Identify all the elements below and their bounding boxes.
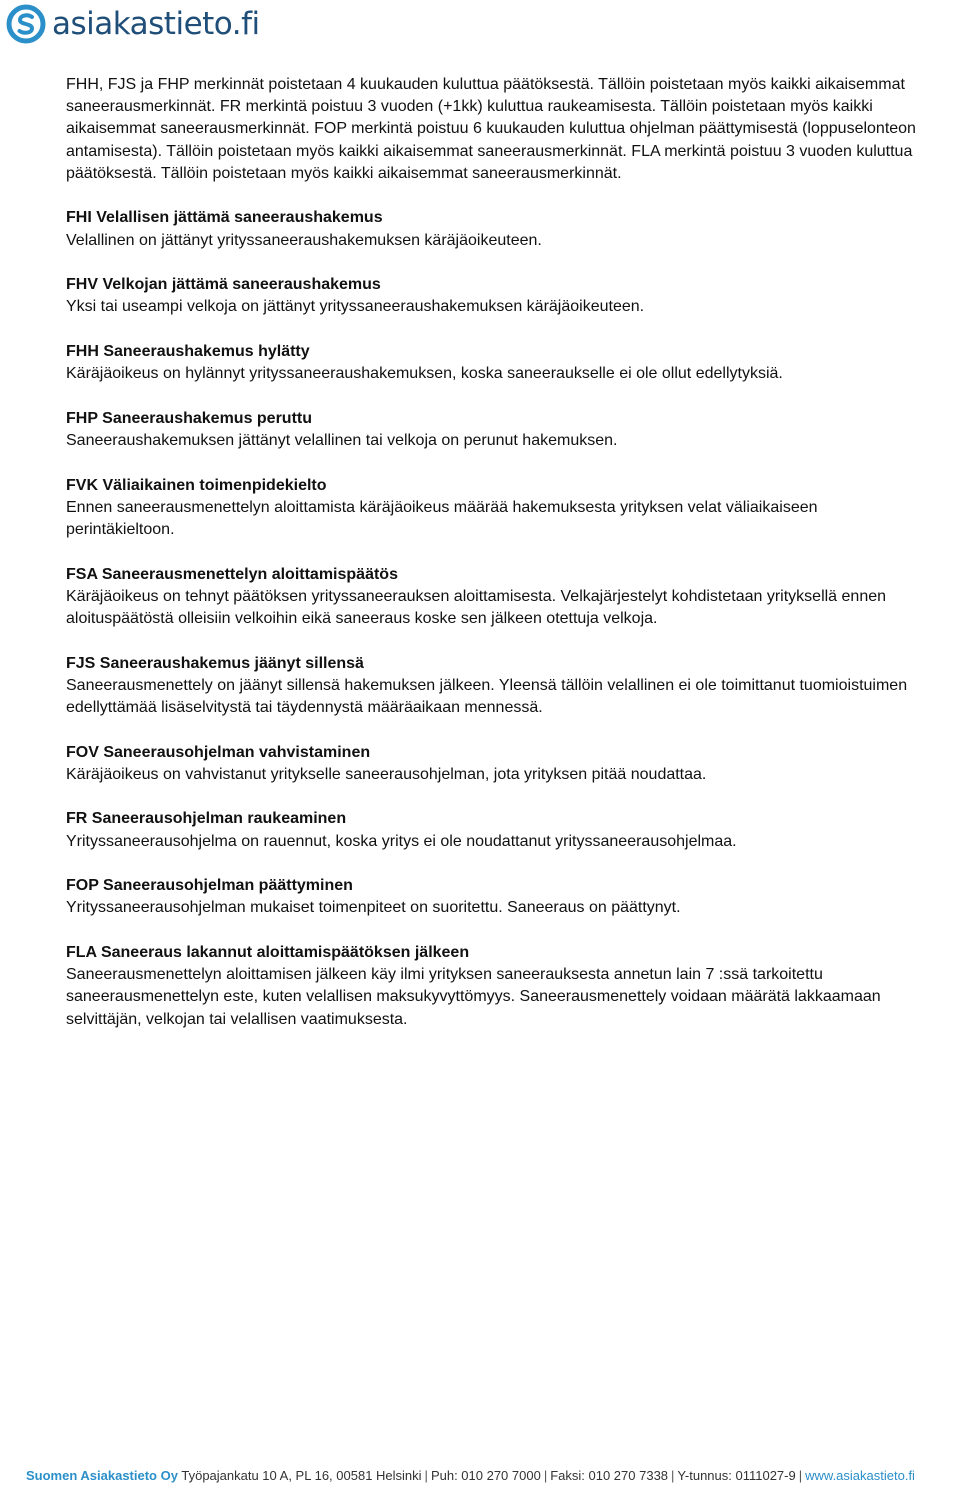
logo[interactable] [6, 2, 260, 46]
section-title: FHH Saneeraushakemus hylätty [66, 343, 310, 360]
footer-separator: | [798, 1468, 803, 1483]
intro-paragraph: FHH, FJS ja FHP merkinnät poistetaan 4 kuukauden kuluttua päätöksestä. Tällöin poistetaan myös kaikki aikaisemmat saneerausmerkinnät. FR merkintä poistuu 3 vuoden (+1kk) kuluttua raukeamisesta. Tällöin poistetaan myös kaikki aikaisemmat saneerausmerkinnät. FOP merkintä poistuu 6 kuukauden kuluttua ohjelman päättymisestä (loppuselonteon antamisesta). Tällöin poistetaan myös kaikki aikaisemmat saneerausmerkinnät. FLA merkintä poistuu 3 vuoden kuluttua päätöksestä. Tällöin poistetaan myös kaikki aikaisemmat saneerausmerkinnät. [66, 76, 916, 182]
section-title: FHI Velallisen jättämä saneeraushakemus [66, 209, 383, 227]
section-text: Yrityssaneerausohjelman mukaiset toimenpiteet on suoritettu. Saneeraus on päättynyt. [66, 899, 681, 917]
footer-separator: | [671, 1468, 675, 1483]
section-text: Saneeraushakemuksen jättänyt velallinen tai velkoja on perunut hakemuksen. [66, 432, 618, 449]
asiakastieto-logo-icon [6, 4, 46, 44]
section-fr [66, 808, 926, 852]
footer-website-link[interactable]: www.asiakastieto.fi [805, 1468, 915, 1483]
footer-separator: | [543, 1468, 548, 1483]
section-title: FVK Väliaikainen toimenpidekielto [66, 476, 327, 494]
section-fjs [66, 653, 926, 720]
section-title: FSA Saneerausmenettelyn aloittamispäätös [66, 565, 398, 583]
document-body [66, 74, 926, 1053]
page-footer [26, 1468, 915, 1484]
section-fhp [66, 408, 926, 452]
section-title: FR Saneerausohjelman raukeaminen [66, 810, 347, 828]
footer-company: Suomen Asiakastieto Oy [26, 1468, 178, 1483]
section-fla [66, 942, 926, 1031]
section-text: Velallinen on jättänyt yrityssaneeraushakemuksen käräjäoikeuteen. [66, 231, 542, 249]
section-text: Käräjäoikeus on vahvistanut yritykselle saneerausohjelman, jota yrityksen pitää noudattaa. [66, 765, 707, 783]
section-text: Käräjäoikeus on hylännyt yrityssaneeraushakemuksen, koska saneeraukselle ei ole ollut edellytyksiä. [66, 365, 783, 383]
logo-text: asiakastieto.fi [52, 6, 260, 42]
footer-separator: | [424, 1468, 428, 1483]
section-fhi [66, 207, 926, 251]
section-text: Ennen saneerausmenettelyn aloittamista käräjäoikeus määrää hakemuksesta yrityksen velat väliaikaiseen perintäkieltoon. [66, 498, 818, 538]
section-title: FHV Velkojan jättämä saneeraushakemus [66, 276, 381, 294]
section-title: FJS Saneeraushakemus jäänyt sillensä [66, 654, 364, 672]
section-text: Yksi tai useampi velkoja on jättänyt yrityssaneeraushakemuksen käräjäoikeuteen. [66, 298, 645, 316]
section-title: FOV Saneerausohjelman vahvistaminen [66, 743, 371, 761]
section-title: FLA Saneeraus lakannut aloittamispäätöksen jälkeen [66, 943, 470, 961]
footer-address: Työpajankatu 10 A, PL 16, 00581 Helsinki [181, 1468, 422, 1483]
section-text: Saneerausmenettelyn aloittamisen jälkeen käy ilmi yrityksen saneerauksesta annetun lain 7 :ssä tarkoitettu saneerausmenettelyn este, kuten velallisen maksukyvyttömyys. Saneerausmenettely voidaan määrätä lakkaamaan selvittäjän, velkojan tai velallisen vaatimuksesta. [66, 966, 881, 1028]
section-text: Käräjäoikeus on tehnyt päätöksen yrityssaneerauksen aloittamisesta. Velkajärjestelyt kohdistetaan yrityksellä ennen aloituspäätöstä olleisiin velkoihin eikä saneeraus koske sen jälkeen otettuja velkoja. [66, 587, 887, 627]
section-fsa [66, 564, 926, 631]
footer-fax: Faksi: 010 270 7338 [550, 1468, 669, 1483]
section-fhh [66, 341, 926, 385]
section-text: Saneerausmenettely on jäänyt sillensä hakemuksen jälkeen. Yleensä tällöin velallinen ei ole toimittanut tuomioistuimen edellyttämää lisäselvitystä tai täydennystä määräaikaan mennessä. [66, 676, 908, 716]
section-fhv [66, 274, 926, 318]
footer-business-id: Y-tunnus: 0111027-9 [677, 1468, 796, 1483]
section-text: Yrityssaneerausohjelma on rauennut, koska yritys ei ole noudattanut yrityssaneerausohjelmaa. [66, 832, 737, 850]
section-title: FHP Saneeraushakemus peruttu [66, 409, 313, 427]
section-fvk [66, 475, 926, 542]
section-fov [66, 742, 926, 786]
section-title: FOP Saneerausohjelman päättyminen [66, 877, 353, 895]
section-fop [66, 875, 926, 919]
footer-phone: Puh: 010 270 7000 [430, 1468, 541, 1483]
